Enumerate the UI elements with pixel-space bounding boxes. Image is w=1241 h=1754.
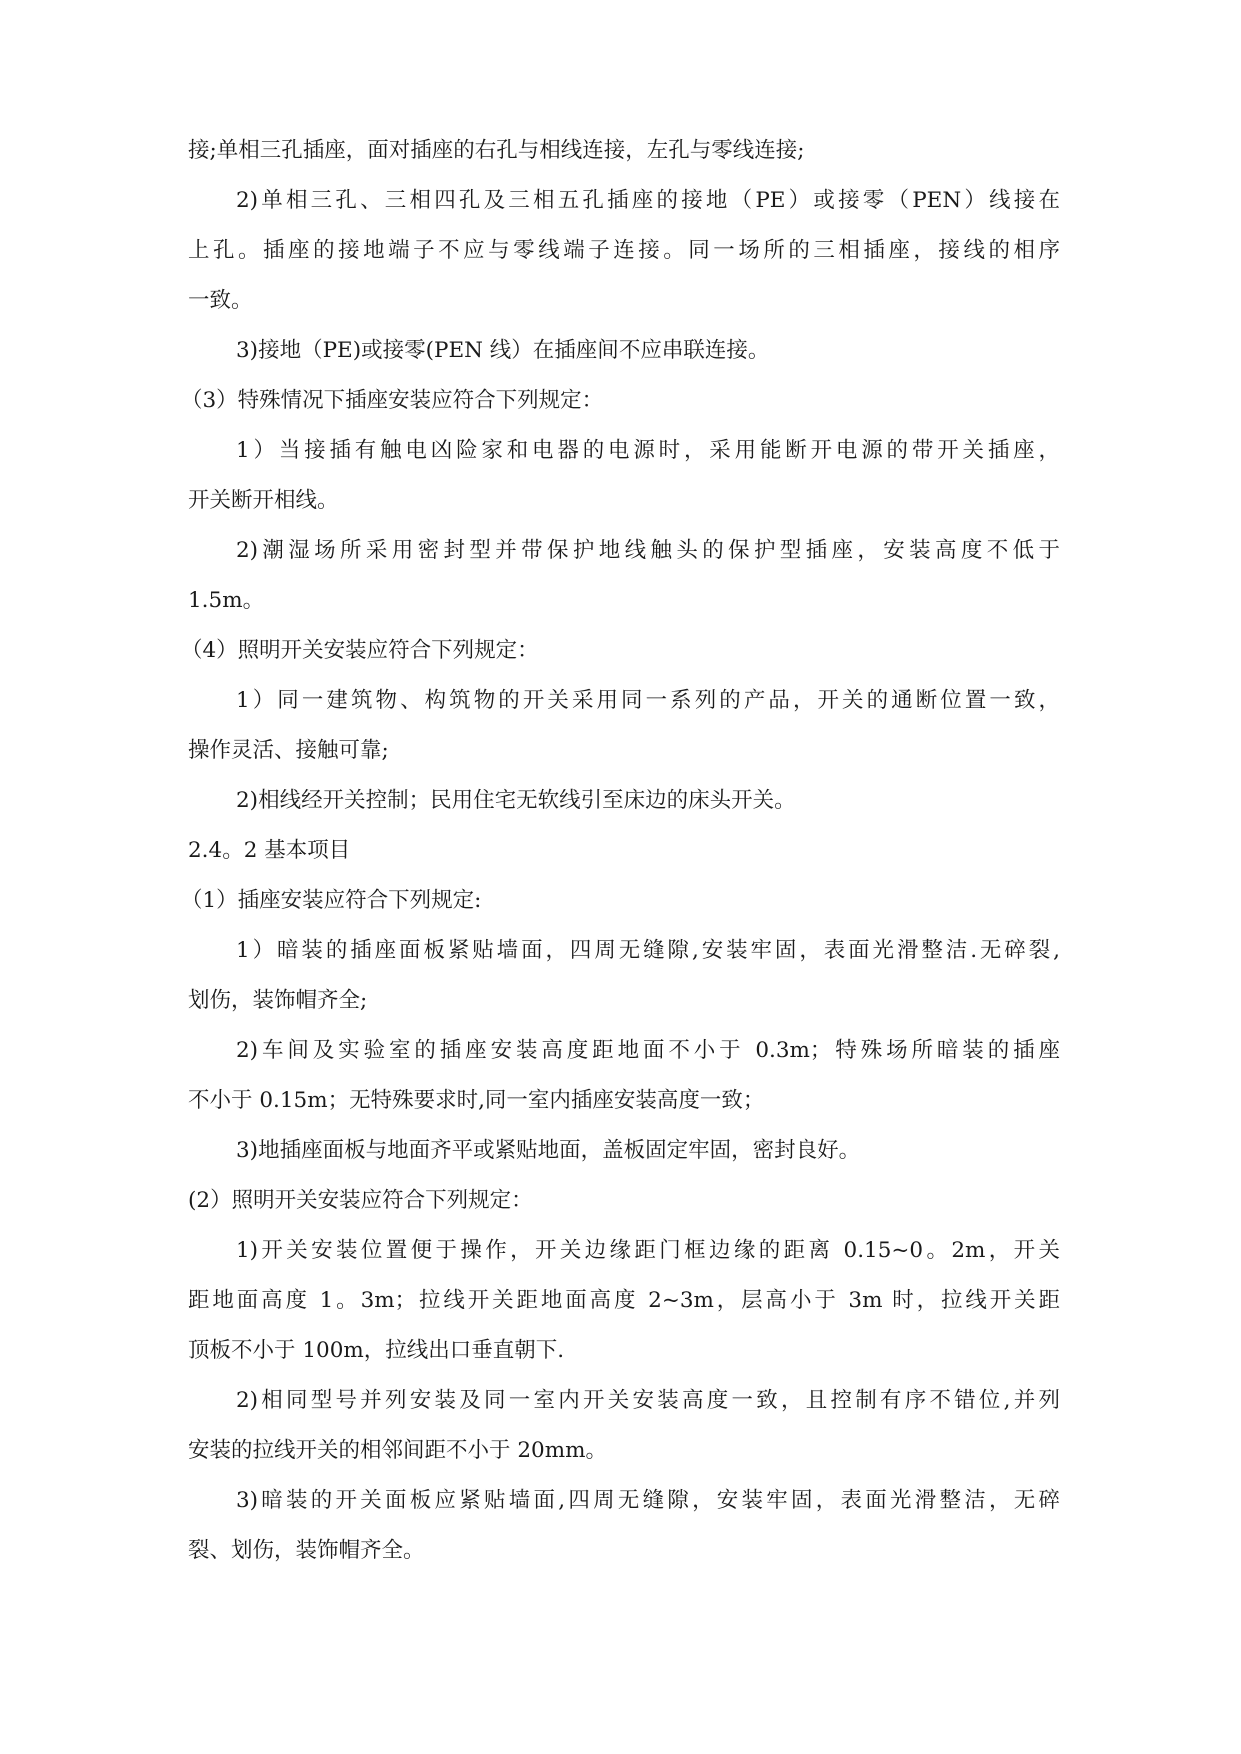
text-line: 距地面高度 1。3m；拉线开关距地面高度 2~3m，层高小于 3m 时，拉线开关距 [188,1288,1060,1313]
text-line: 3)暗装的开关面板应紧贴墙面,四周无缝隙，安装牢固，表面光滑整洁，无碎 [236,1488,1060,1513]
text-line: 1.5m。 [188,588,265,613]
text-line: 1)开关安装位置便于操作，开关边缘距门框边缘的距离 0.15~0。2m，开关 [236,1238,1060,1263]
text-line: 1）暗装的插座面板紧贴墙面，四周无缝隙,安装牢固，表面光滑整洁.无碎裂, [236,938,1060,963]
text-line: 2)单相三孔、三相四孔及三相五孔插座的接地（PE）或接零（PEN）线接在 [236,188,1060,213]
text-line: 1）同一建筑物、构筑物的开关采用同一系列的产品，开关的通断位置一致， [236,688,1060,713]
text-line: 安装的拉线开关的相邻间距不小于 20mm。 [188,1438,607,1463]
section-heading: （3）特殊情况下插座安装应符合下列规定： [181,388,604,413]
text-line: 2)相同型号并列安装及同一室内开关安装高度一致，且控制有序不错位,并列 [236,1388,1060,1413]
section-heading: (2）照明开关安装应符合下列规定： [188,1188,533,1213]
text-line: 开关断开相线。 [188,488,339,513]
section-heading: 2.4。2 基本项目 [188,838,351,863]
text-line: 3)接地（PE)或接零(PEN 线）在插座间不应串联连接。 [236,338,770,363]
text-line: 上孔。插座的接地端子不应与零线端子连接。同一场所的三相插座，接线的相序 [188,238,1060,263]
text-line: 接;单相三孔插座，面对插座的右孔与相线连接，左孔与零线连接; [188,138,805,163]
section-heading: （1）插座安装应符合下列规定: [181,888,482,913]
text-line: 一致。 [188,288,253,313]
text-line: 划伤，装饰帽齐全; [188,988,368,1013]
section-heading: （4）照明开关安装应符合下列规定： [181,638,539,663]
text-line: 操作灵活、接触可靠; [188,738,389,763]
text-line: 2)车间及实验室的插座安装高度距地面不小于 0.3m；特殊场所暗装的插座 [236,1038,1060,1063]
text-line: 不小于 0.15m；无特殊要求时,同一室内插座安装高度一致； [188,1088,765,1113]
text-line: 裂、划伤，装饰帽齐全。 [188,1538,425,1563]
text-line: 3)地插座面板与地面齐平或紧贴地面，盖板固定牢固，密封良好。 [236,1138,861,1163]
text-line: 1）当接插有触电凶险家和电器的电源时，采用能断开电源的带开关插座， [236,438,1060,463]
text-line: 2)潮湿场所采用密封型并带保护地线触头的保护型插座，安装高度不低于 [236,538,1060,563]
text-line: 顶板不小于 100m，拉线出口垂直朝下. [188,1338,565,1363]
text-line: 2)相线经开关控制；民用住宅无软线引至床边的床头开关。 [236,788,796,813]
